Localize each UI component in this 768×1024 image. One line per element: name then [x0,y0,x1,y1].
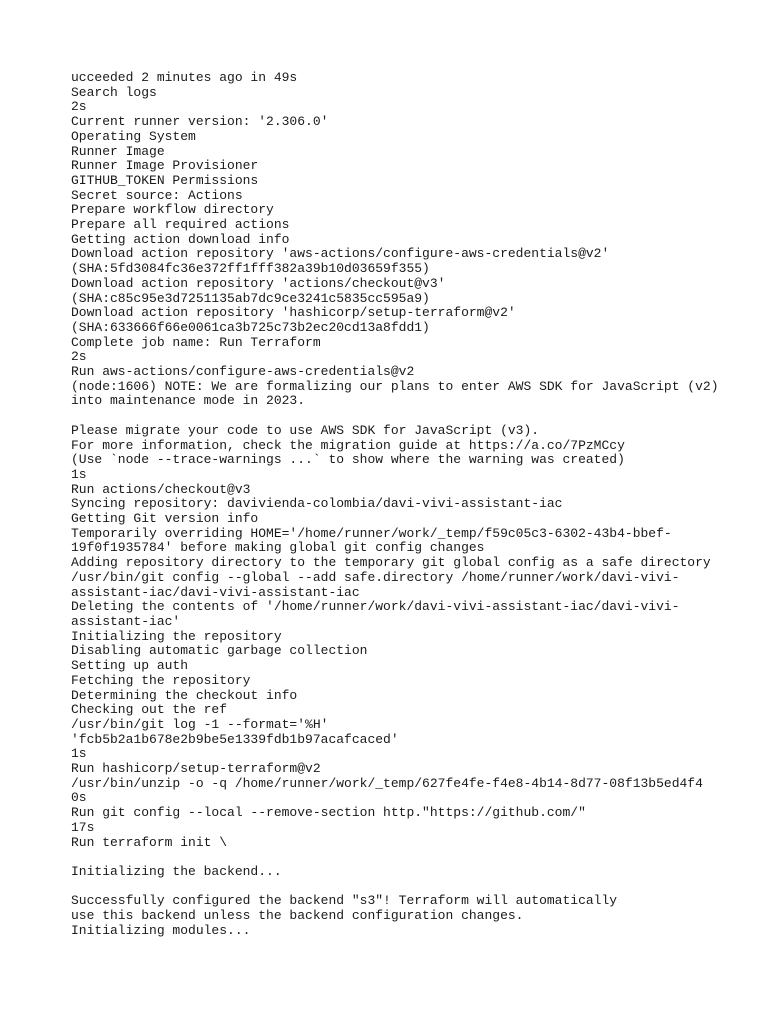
log-line: Current runner version: '2.306.0' [71,114,329,130]
log-line: Please migrate your code to use AWS SDK for JavaScript (v3). [71,422,540,438]
log-line: Operating System [71,128,196,144]
log-line: Download action repository 'hashicorp/setup-terraform@v2' [71,305,516,321]
log-line: 17s [71,819,95,835]
log-line: 0s [71,790,87,806]
log-line: (SHA:c85c95e3d7251135ab7dc9ce3241c5835cc595a9) [71,290,430,306]
log-line: Prepare workflow directory [71,202,274,218]
log-line: Determining the checkout info [71,687,298,703]
log-line: use this backend unless the backend configuration changes. [71,908,524,924]
log-line: Checking out the ref [71,702,228,718]
log-line: Initializing the repository [71,628,282,644]
log-line: Secret source: Actions [71,187,243,203]
log-line: 1s [71,466,87,482]
log-line: Download action repository 'aws-actions/configure-aws-credentials@v2' [71,246,610,262]
log-line: Complete job name: Run Terraform [71,334,321,350]
log-line: Getting action download info [71,231,290,247]
log-line [71,850,748,865]
log-line: 1s [71,746,87,762]
log-line: Download action repository 'actions/checkout@v3' [71,275,446,291]
log-line: Deleting the contents of '/home/runner/work/davi-vivi-assistant-iac/davi-vivi- [71,599,680,615]
log-line: Run hashicorp/setup-terraform@v2 [71,761,321,777]
log-line: Run aws-actions/configure-aws-credentials@v2 [71,364,415,380]
log-line: Run terraform init \ [71,834,228,850]
log-line: Successfully configured the backend "s3"! Terraform will automatically [71,893,618,909]
log-line: Temporarily overriding HOME='/home/runner/work/_temp/f59c05c3-6302-43b4-bbef- [71,525,672,541]
log-line [71,409,748,424]
log-line: Run actions/checkout@v3 [71,481,251,497]
log-line: 19f0f1935784' before making global git config changes [71,540,485,556]
log-line: Run git config --local --remove-section http."https://github.com/" [71,805,586,821]
log-line: Runner Image Provisioner [71,158,259,174]
log-line: (Use `node --trace-warnings ...` to show where the warning was created) [71,452,625,468]
log-line: Getting Git version info [71,511,259,527]
job-log-output [71,71,748,938]
log-line: Search logs [71,84,157,100]
log-line: Initializing modules... [71,922,251,938]
log-line: Disabling automatic garbage collection [71,643,368,659]
log-line: assistant-iac/davi-vivi-assistant-iac [71,584,360,600]
log-line [71,880,748,895]
log-line: Fetching the repository [71,672,251,688]
log-line: 2s [71,349,87,365]
log-line: assistant-iac' [71,614,181,629]
log-line: (SHA:633666f66e0061ca3b725c73b2ec20cd13a8fdd1) [71,319,430,335]
log-line: (SHA:5fd3084fc36e372ff1fff382a39b10d03659f355) [71,261,430,277]
log-line: Syncing repository: davivienda-colombia/davi-vivi-assistant-iac [71,496,563,512]
log-line: /usr/bin/git log -1 --format='%H' [71,716,329,732]
log-line: GITHUB_TOKEN Permissions [71,172,259,188]
log-line: Setting up auth [71,658,189,674]
log-line: Initializing the backend... [71,863,282,879]
log-line: Prepare all required actions [71,217,290,233]
log-line: (node:1606) NOTE: We are formalizing our plans to enter AWS SDK for JavaScript (v2) [71,378,719,394]
log-line: Adding repository directory to the temporary git global config as a safe directory [71,555,711,571]
log-line: /usr/bin/git config --global --add safe.directory /home/runner/work/davi-vivi- [71,569,680,585]
log-line: into maintenance mode in 2023. [71,393,306,409]
log-line: /usr/bin/unzip -o -q /home/runner/work/_temp/627fe4fe-f4e8-4b14-8d77-08f13b5ed4f4 [71,775,703,791]
log-line: ucceeded 2 minutes ago in 49s [71,70,298,85]
log-line: Runner Image [71,143,165,159]
log-line: For more information, check the migration guide at https://a.co/7PzMCcy [71,437,625,453]
log-line: 2s [71,99,87,115]
log-line: 'fcb5b2a1b678e2b9be5e1339fdb1b97acafcaced' [71,731,399,747]
